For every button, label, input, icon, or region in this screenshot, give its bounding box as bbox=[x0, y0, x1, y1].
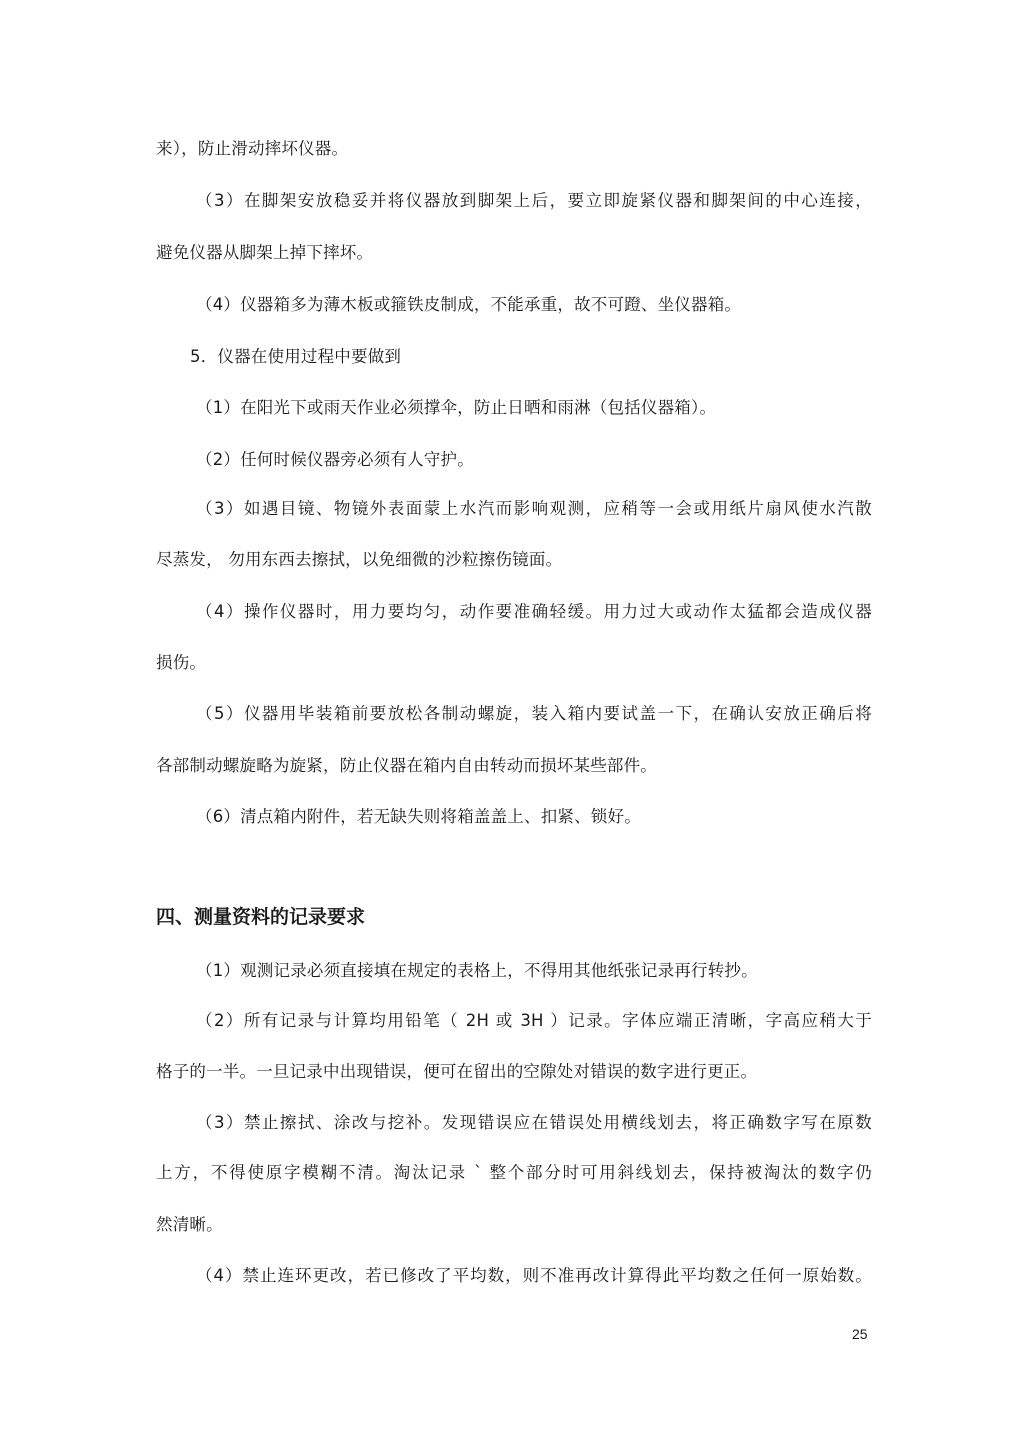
paragraph-line: （3）禁止擦拭、涂改与挖补。发现错误应在错误处用横线划去，将正确数字写在原数 bbox=[196, 1113, 872, 1132]
paragraph-line: 尽蒸发， 勿用东西去擦拭，以免细微的沙粒擦伤镜面。 bbox=[156, 550, 563, 569]
subsection-title: 5．仪器在使用过程中要做到 bbox=[190, 347, 402, 366]
paragraph-line: 来），防止滑动摔坏仪器。 bbox=[156, 139, 349, 158]
paragraph-line: （5）仪器用毕装箱前要放松各制动螺旋，装入箱内要试盖一下，在确认安放正确后将 bbox=[196, 704, 872, 723]
paragraph-line: 上方，不得使原字模糊不清。淘汰记录 ` 整个部分时可用斜线划去，保持被淘汰的数字仍 bbox=[156, 1163, 872, 1182]
paragraph-line: （3）在脚架安放稳妥并将仪器放到脚架上后，要立即旋紧仪器和脚架间的中心连接， bbox=[196, 191, 872, 210]
paragraph-line: 格子的一半。一旦记录中出现错误，便可在留出的空隙处对错误的数字进行更正。 bbox=[156, 1062, 758, 1081]
paragraph-line: （4）仪器箱多为薄木板或箍铁皮制成，不能承重，故不可蹬、坐仪器箱。 bbox=[196, 295, 742, 314]
paragraph-line: （4）禁止连环更改，若已修改了平均数，则不准再改计算得此平均数之任何一原始数。 bbox=[196, 1266, 872, 1285]
paragraph-line: （1）观测记录必须直接填在规定的表格上，不得用其他纸张记录再行转抄。 bbox=[196, 961, 758, 980]
paragraph-line: （1）在阳光下或雨天作业必须撑伞，防止日晒和雨淋（包括仪器箱）。 bbox=[196, 398, 717, 417]
paragraph-line: 避免仪器从脚架上掉下摔坏。 bbox=[156, 243, 374, 262]
paragraph-line: （2）任何时候仪器旁必须有人守护。 bbox=[196, 450, 474, 469]
paragraph-line: （2）所有记录与计算均用铅笔（ 2H 或 3H ）记录。字体应端正清晰，字高应稍大于 bbox=[196, 1011, 872, 1030]
paragraph-line: 损伤。 bbox=[156, 653, 207, 672]
section-heading: 四、测量资料的记录要求 bbox=[156, 906, 366, 928]
paragraph-line: （3）如遇目镜、物镜外表面蒙上水汽而影响观测，应稍等一会或用纸片扇风使水汽散 bbox=[196, 499, 872, 518]
paragraph-line: （6）清点箱内附件，若无缺失则将箱盖盖上、扣紧、锁好。 bbox=[196, 807, 641, 826]
paragraph-line: （4）操作仪器时，用力要均匀，动作要准确轻缓。用力过大或动作太猛都会造成仪器 bbox=[196, 602, 872, 621]
paragraph-line: 然清晰。 bbox=[156, 1215, 223, 1234]
paragraph-line: 各部制动螺旋略为旋紧，防止仪器在箱内自由转动而损坏某些部件。 bbox=[156, 756, 657, 775]
page-number: 25 bbox=[852, 1326, 868, 1342]
